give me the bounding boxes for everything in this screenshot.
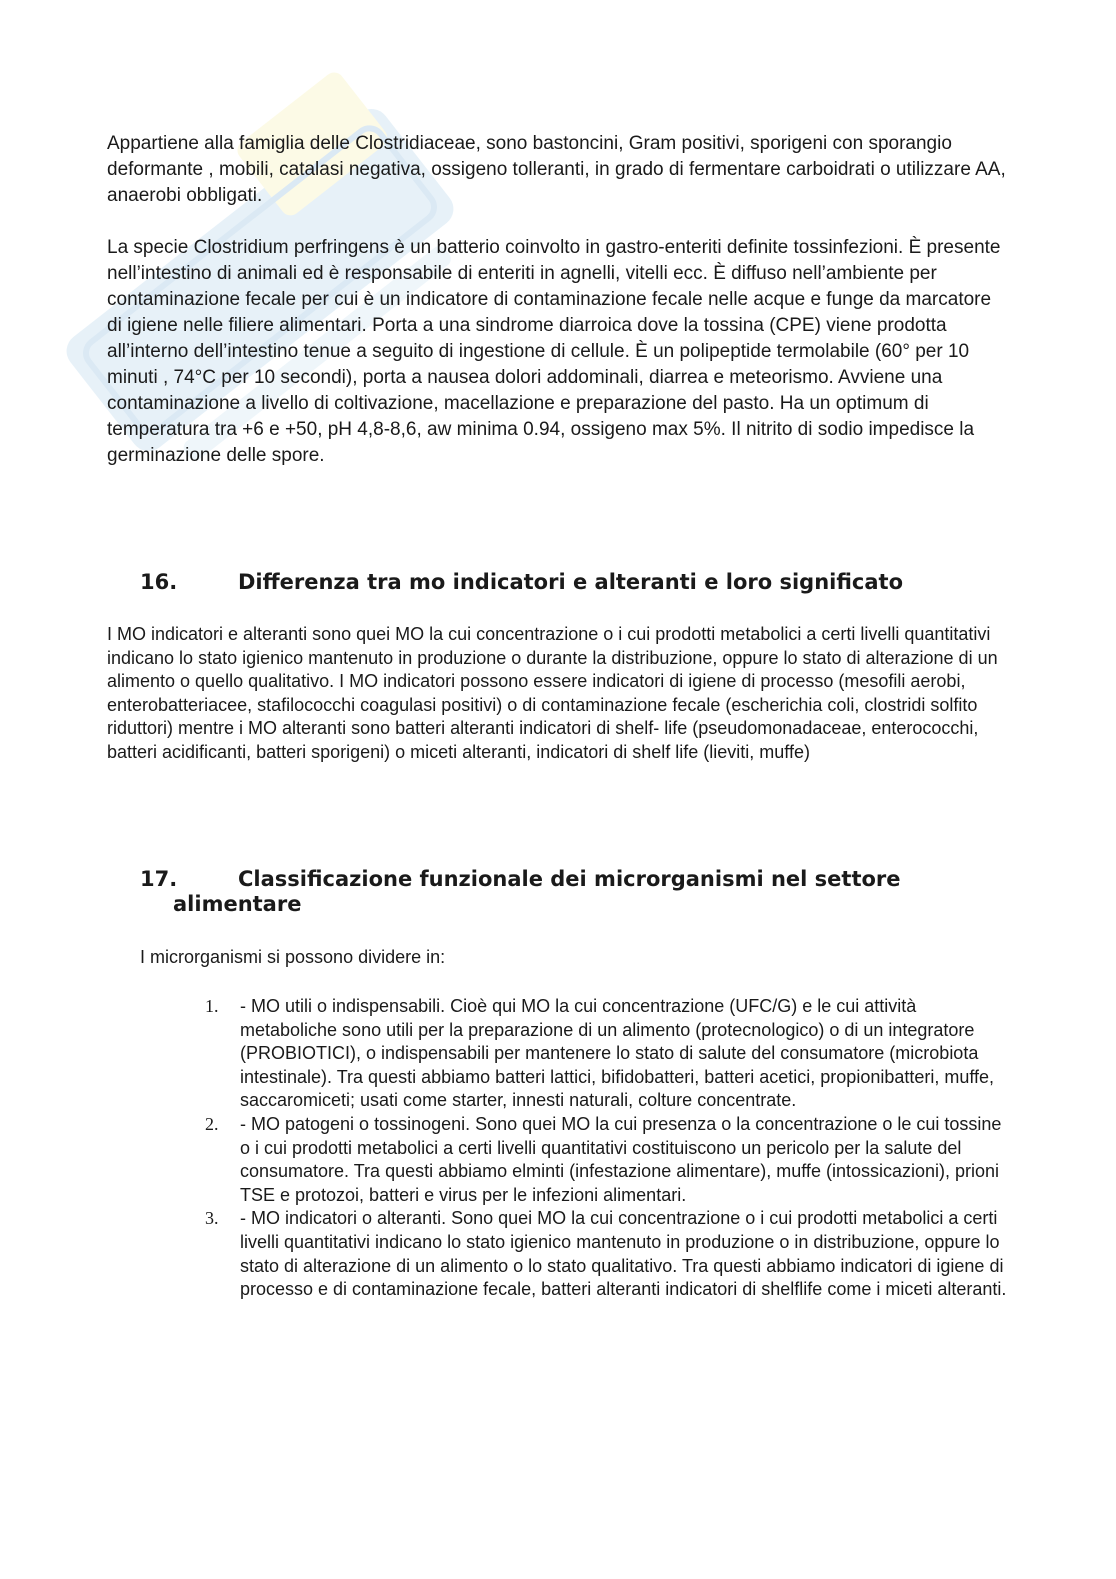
list-item [205,1207,1015,1301]
list-item-text: - MO utili o indispensabili. Cioè qui MO la cui concentrazione (UFC/G) e le cui attività metaboliche sono utili per la preparazione di un alimento (protecnologico) o di un integratore (PROBIOTICI), o indispensabili per mantenere lo stato di salute del consumatore (microbiota intestinale). Tra questi abbiamo batteri lattici, bifidobatteri, batteri acetici, propionibatteri, muffe, saccaromiceti; usati come starter, innesti naturali, colture concentrate. [240,996,995,1111]
section-16-body: I MO indicatori e alteranti sono quei MO la cui concentrazione o i cui prodotti metabolici a certi livelli quantitativi indicano lo stato igienico mantenuto in produzione o durante la distribuzione, oppure lo stato di alterazione di un alimento o quello qualitativo. I MO indicatori possono essere indicatori di igiene di processo (mesofili aerobi, enterobatteriacee, stafilococchi coagulasi positivi) o di contaminazione fecale (escherichia coli, clostridi solfito riduttori) mentre i MO alteranti sono batteri alteranti indicatori di shelf- life (pseudomonadaceae, enterococchi, batteri acidificanti, batteri sporigeni) o miceti alteranti, indicatori di shelf life (lieviti, muffe) [107,624,998,762]
section-17-number: 17. [140,867,178,891]
list-item-number: 1. [205,996,219,1016]
paragraph-clostridium-perfringens: La specie Clostridium perfringens è un batterio coinvolto in gastro-enteriti definite tossinfezioni. È presente nell’intestino di animali ed è responsabile di enteriti in agnelli, vitelli ecc. È diffuso nell’ambiente per contaminazione fecale per cui è un indicatore di contaminazione fecale nelle acque e funge da marcatore di igiene nelle filiere alimentari. Porta a una sindrome diarroica dove la tossina (CPE) viene prodotta all’interno dell’intestino tenue a seguito di ingestione di cellule. È un polipeptide termolabile (60° per 10 minuti , 74°C per 10 secondi), porta a nausea dolori addominali, diarrea e meteorismo. Avviene una contaminazione a livello di coltivazione, macellazione e preparazione del pasto. Ha un optimum di temperatura tra +6 e +50, pH 4,8-8,6, aw minima 0.94, ossigeno max 5%. Il nitrito di sodio impedisce la germinazione delle spore. [107,237,1001,466]
section-16-title: Differenza tra mo indicatori e alteranti e loro significato [238,570,903,594]
section-16-heading [140,570,970,595]
section-17-title-line2: alimentare [173,892,302,916]
paragraph-clostridiaceae: Appartiene alla famiglia delle Clostridiaceae, sono bastoncini, Gram positivi, sporigeni con sporangio deformante , mobili, catalasi negativa, ossigeno tolleranti, in grado di fermentare carboidrati o utilizzare AA, anaerobi obbligati. [107,133,1006,206]
list-item-text: - MO indicatori o alteranti. Sono quei MO la cui concentrazione o i cui prodotti metabolici a certi livelli quantitativi indicano lo stato igienico mantenuto in produzione o in distribuzione, oppure lo stato di alterazione di un alimento o lo stato qualitativo. Tra questi abbiamo indicatori di igiene di processo e di contaminazione fecale, batteri alteranti indicatori di shelflife come i miceti alteranti. [240,1208,1007,1300]
list-item [205,1113,1015,1207]
section-17-intro: I microrganismi si possono dividere in: [140,947,446,967]
microorganism-classification-list [205,995,1015,1302]
list-item [205,995,1015,1113]
list-item-number: 3. [205,1208,219,1229]
section-17-title-line1: Classificazione funzionale dei microrganismi nel settore [238,867,901,891]
list-item-number: 2. [205,1113,219,1134]
section-16-number: 16. [140,570,178,594]
list-item-text: - MO patogeni o tossinogeni. Sono quei MO la cui presenza o la concentrazione o le cui tossine o i cui prodotti metabolici a certi livelli quantitativi costituiscono un pericolo per la salute del consumatore. Tra questi abbiamo elminti (infestazione alimentare), muffe (intossicazioni), prioni TSE e protozoi, batteri e virus per le infezioni alimentari. [240,1113,1002,1205]
section-17-heading [140,867,970,917]
